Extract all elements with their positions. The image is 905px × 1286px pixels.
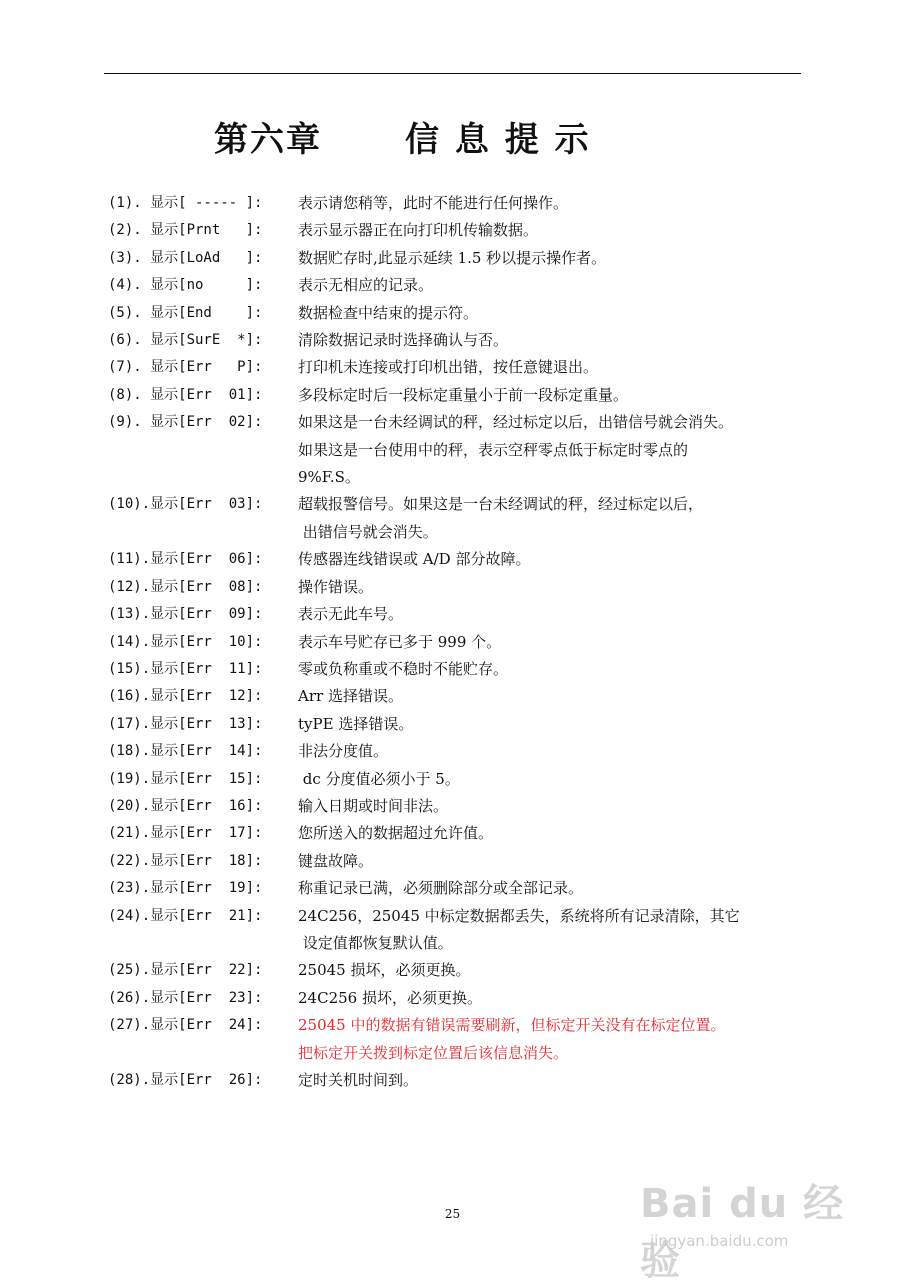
message-description <box>298 711 808 738</box>
message-list <box>108 190 808 1094</box>
description-line: Arr 选择错误。 <box>298 687 403 706</box>
message-description <box>298 354 808 381</box>
message-code: (19).显示[Err 15]: <box>108 770 263 787</box>
message-description <box>298 820 808 847</box>
message-description <box>298 245 808 272</box>
message-code: (22).显示[Err 18]: <box>108 852 263 869</box>
message-description <box>298 491 808 546</box>
message-code: (15).显示[Err 11]: <box>108 660 263 677</box>
message-description <box>298 629 808 656</box>
message-description <box>298 574 808 601</box>
page-number: 25 <box>444 1207 461 1221</box>
description-line: 表示显示器正在向打印机传输数据。 <box>298 221 539 240</box>
description-line: 表示无相应的记录。 <box>298 276 434 295</box>
message-code: (4). 显示[no ]: <box>108 277 263 294</box>
description-line: 出错信号就会消失。 <box>298 522 438 541</box>
message-code: (14).显示[Err 10]: <box>108 633 263 650</box>
message-description <box>298 848 808 875</box>
message-description <box>298 601 808 628</box>
message-item <box>108 354 808 381</box>
message-description <box>298 1067 808 1094</box>
header-rule <box>104 73 801 74</box>
message-item <box>108 683 808 710</box>
message-description <box>298 656 808 683</box>
description-line: 表示无此车号。 <box>298 605 404 624</box>
message-code: (25).显示[Err 22]: <box>108 962 263 979</box>
message-code: (18).显示[Err 14]: <box>108 743 263 760</box>
message-item <box>108 1067 808 1094</box>
message-item <box>108 382 808 409</box>
description-line: 如果这是一台使用中的秤，表示空秤零点低于标定时零点的 <box>298 440 689 459</box>
message-code: (2). 显示[Prnt ]: <box>108 222 263 239</box>
message-item <box>108 272 808 299</box>
message-description <box>298 903 808 958</box>
message-item <box>108 300 808 327</box>
message-item <box>108 491 808 546</box>
description-line: 数据检查中结束的提示符。 <box>298 303 479 322</box>
message-code: (7). 显示[Err P]: <box>108 359 263 376</box>
description-line: 24C256，25045 中标定数据都丢失，系统将所有记录清除，其它 <box>298 906 740 925</box>
message-item <box>108 957 808 984</box>
description-line: 定时关机时间到。 <box>298 1071 419 1089</box>
description-line: 25045 损坏，必须更换。 <box>298 961 471 980</box>
message-item <box>108 766 808 793</box>
message-code: (3). 显示[LoAd ]: <box>108 249 263 266</box>
message-description <box>298 327 808 354</box>
message-code: (6). 显示[SurE *]: <box>108 332 263 349</box>
description-line: 您所送入的数据超过允许值。 <box>298 824 494 843</box>
message-item <box>108 546 808 573</box>
description-line: 数据贮存时,此显示延续 1.5 秒以提示操作者。 <box>298 248 607 267</box>
message-code: (23).显示[Err 19]: <box>108 880 263 897</box>
message-code: (11).显示[Err 06]: <box>108 551 263 568</box>
message-item <box>108 327 808 354</box>
message-description <box>298 217 808 244</box>
message-code: (28).显示[Err 26]: <box>108 1072 263 1088</box>
description-line: 把标定开关拨到标定位置后该信息消失。 <box>298 1043 569 1062</box>
message-code: (27).显示[Err 24]: <box>108 1017 263 1034</box>
description-line: 称重记录已满，必须删除部分或全部记录。 <box>298 879 584 898</box>
description-line: 9%F.S。 <box>298 468 360 487</box>
message-description <box>298 382 808 409</box>
chapter-title: 第六章 信 息 提 示 <box>214 120 591 160</box>
message-item <box>108 409 808 491</box>
message-item <box>108 601 808 628</box>
message-code: (12).显示[Err 08]: <box>108 578 263 595</box>
message-item <box>108 245 808 272</box>
message-item <box>108 656 808 683</box>
message-item <box>108 875 808 902</box>
message-code: (16).显示[Err 12]: <box>108 688 263 705</box>
description-line: 表示车号贮存已多于 999 个。 <box>298 632 502 651</box>
message-item <box>108 217 808 244</box>
message-description <box>298 957 808 984</box>
description-line: 超载报警信号。如果这是一台未经调试的秤，经过标定以后， <box>298 495 704 514</box>
message-item <box>108 820 808 847</box>
watermark-brand: Bai du 经验 <box>640 1181 845 1284</box>
message-description <box>298 409 808 491</box>
message-code: (24).显示[Err 21]: <box>108 907 263 924</box>
message-code: (5). 显示[End ]: <box>108 304 263 321</box>
description-line: 打印机未连接或打印机出错，按任意键退出。 <box>298 358 599 377</box>
description-line: dc 分度值必须小于 5。 <box>298 769 460 788</box>
description-line: 如果这是一台未经调试的秤，经过标定以后，出错信号就会消失。 <box>298 413 734 432</box>
message-code: (26).显示[Err 23]: <box>108 989 263 1006</box>
message-item <box>108 190 808 217</box>
description-line: 多段标定时后一段标定重量小于前一段标定重量。 <box>298 385 629 404</box>
message-item <box>108 1012 808 1067</box>
description-line: 非法分度值。 <box>298 742 389 761</box>
description-line: 表示请您稍等，此时不能进行任何操作。 <box>298 194 569 212</box>
message-item <box>108 985 808 1012</box>
message-description <box>298 272 808 299</box>
description-line: 输入日期或时间非法。 <box>298 796 449 815</box>
message-item <box>108 629 808 656</box>
message-description <box>298 190 808 217</box>
description-line: 24C256 损坏，必须更换。 <box>298 988 482 1007</box>
description-line: 25045 中的数据有错误需要刷新，但标定开关没有在标定位置。 <box>298 1016 726 1035</box>
message-item <box>108 711 808 738</box>
description-line: tyPE 选择错误。 <box>298 714 414 733</box>
message-description <box>298 1012 808 1067</box>
message-item <box>108 738 808 765</box>
message-item <box>108 793 808 820</box>
message-code: (20).显示[Err 16]: <box>108 797 263 814</box>
message-item <box>108 574 808 601</box>
description-line: 传感器连线错误或 A/D 部分故障。 <box>298 550 531 569</box>
message-code: (10).显示[Err 03]: <box>108 496 263 513</box>
message-description <box>298 738 808 765</box>
baidu-jingyan-watermark <box>632 1140 862 1284</box>
message-description <box>298 546 808 573</box>
message-code: (21).显示[Err 17]: <box>108 825 263 842</box>
message-code: (17).显示[Err 13]: <box>108 715 263 732</box>
message-description <box>298 300 808 327</box>
message-code: (13).显示[Err 09]: <box>108 606 263 623</box>
message-description <box>298 875 808 902</box>
description-line: 清除数据记录时选择确认与否。 <box>298 331 509 350</box>
watermark-url: jingyan.baidu.com <box>650 1232 789 1250</box>
description-line: 操作错误。 <box>298 577 374 596</box>
message-description <box>298 793 808 820</box>
message-code: (9). 显示[Err 02]: <box>108 414 263 431</box>
message-item <box>108 903 808 958</box>
message-description <box>298 985 808 1012</box>
description-line: 键盘故障。 <box>298 851 374 870</box>
message-code: (8). 显示[Err 01]: <box>108 386 263 403</box>
message-code: (1). 显示[ ----- ]: <box>108 195 263 211</box>
description-line: 零或负称重或不稳时不能贮存。 <box>298 659 509 678</box>
message-description <box>298 766 808 793</box>
description-line: 设定值都恢复默认值。 <box>298 933 453 952</box>
message-description <box>298 683 808 710</box>
message-item <box>108 848 808 875</box>
